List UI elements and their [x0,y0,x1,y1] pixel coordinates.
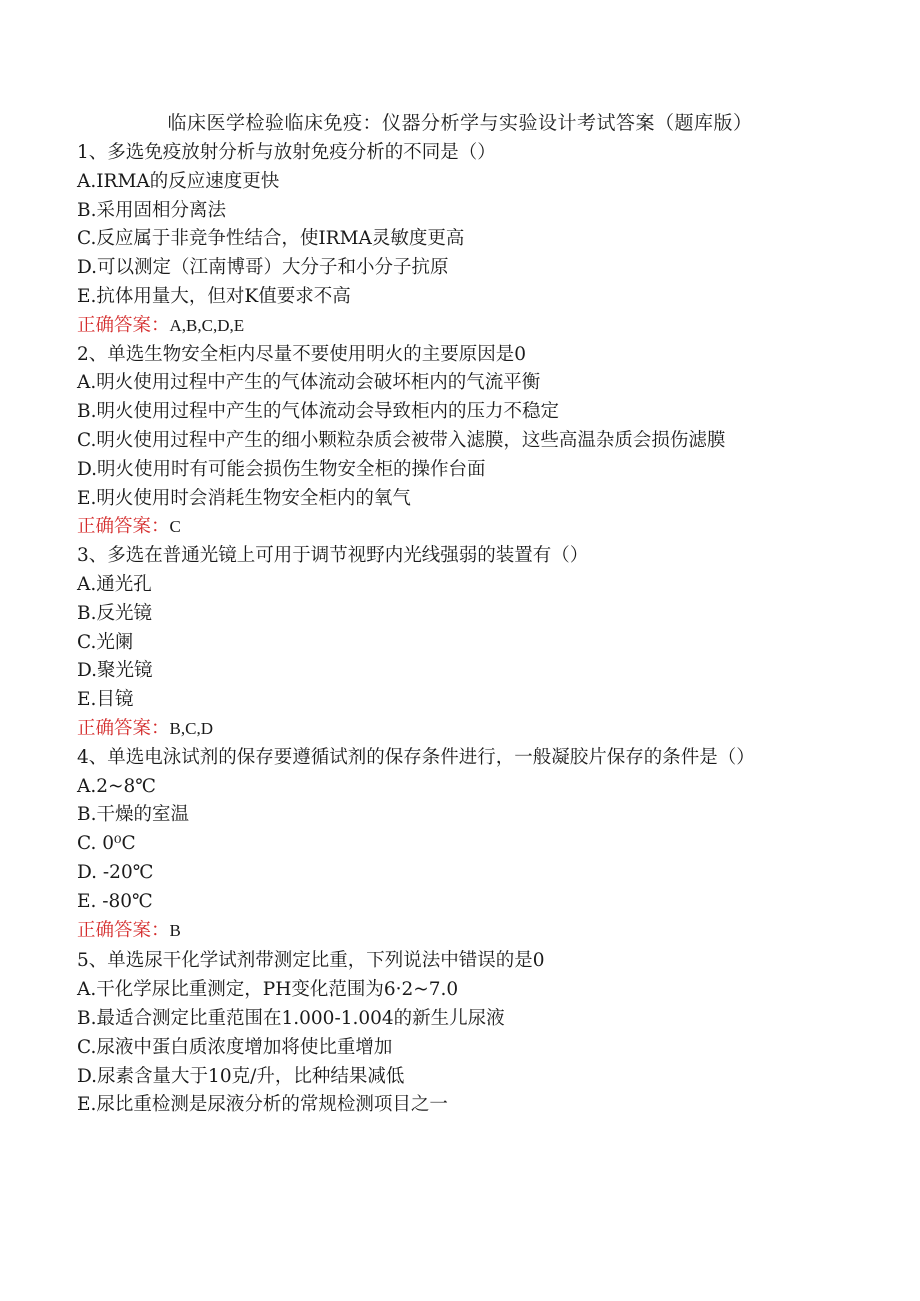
option-c: C.明火使用过程中产生的细小颗粒杂质会被带入滤膜，这些高温杂质会损伤滤膜 [77,429,726,451]
document-title: 临床医学检验临床免疫：仪器分析学与实验设计考试答案（题库版） [167,112,753,134]
option-b: B.采用固相分离法 [77,199,226,221]
question-stem: 4、单选电泳试剂的保存要遵循试剂的保存条件进行，一般凝胶片保存的条件是（） [77,746,755,768]
option-c: C.尿液中蛋白质浓度增加将使比重增加 [77,1036,393,1058]
option-d: D.可以测定（江南博哥）大分子和小分子抗原 [77,257,449,279]
question-5 [77,947,837,1120]
option-a: A.2~8℃ [77,775,156,797]
option-b: B.反光镜 [77,602,152,624]
question-2 [77,341,837,543]
option-d: D.聚光镜 [77,660,153,682]
correct-answer [77,312,837,341]
option-e: E.明火使用时会消耗生物安全柜内的氧气 [77,487,411,509]
question-stem: 5、单选尿干化学试剂带测定比重，下列说法中错误的是0 [77,950,545,972]
question-1 [77,139,837,341]
answer-label: 正确答案： [77,516,170,538]
option-c: C.光阑 [77,631,134,653]
option-d: D.尿素含量大于10克/升，比种结果减低 [77,1065,405,1087]
option-b: B.最适合测定比重范围在1.000-1.004的新生儿尿液 [77,1007,505,1029]
option-e: E.目镜 [77,689,134,711]
answer-label: 正确答案： [77,314,170,336]
option-c: C.反应属于非竞争性结合，使IRMA灵敏度更高 [77,228,465,250]
correct-answer [77,917,837,946]
question-list [77,139,837,1120]
option-a: A.IRMA的反应速度更快 [77,170,280,192]
correct-answer [77,513,837,542]
answer-value: B [169,920,181,940]
correct-answer [77,715,837,744]
option-e: E.抗体用量大，但对K值要求不高 [77,285,351,307]
answer-value: B,C,D [169,718,213,738]
question-stem: 3、多选在普通光镜上可用于调节视野内光线强弱的装置有（） [77,545,589,567]
option-e: E.尿比重检测是尿液分析的常规检测项目之一 [77,1094,448,1116]
answer-label: 正确答案： [77,717,170,739]
answer-value: C [169,517,181,537]
option-a: A.干化学尿比重测定，PH变化范围为6·2~7.0 [77,979,459,1001]
question-4 [77,744,837,946]
option-a: A.明火使用过程中产生的气体流动会破坏柜内的气流平衡 [77,372,541,394]
option-b: B.明火使用过程中产生的气体流动会导致柜内的压力不稳定 [77,401,559,423]
option-d: D. -20℃ [77,861,154,883]
option-b: B.干燥的室温 [77,804,189,826]
answer-value: A,B,C,D,E [169,315,245,335]
option-c: C. 0⁰C [77,833,136,855]
option-a: A.通光孔 [77,573,152,595]
option-e: E. -80℃ [77,890,153,912]
question-stem: 1、多选免疫放射分析与放射免疫分析的不同是（） [77,142,496,163]
question-stem: 2、单选生物安全柜内尽量不要使用明火的主要原因是0 [77,343,527,365]
answer-label: 正确答案： [77,919,170,941]
question-3 [77,542,837,744]
option-d: D.明火使用时有可能会损伤生物安全柜的操作台面 [77,458,486,480]
